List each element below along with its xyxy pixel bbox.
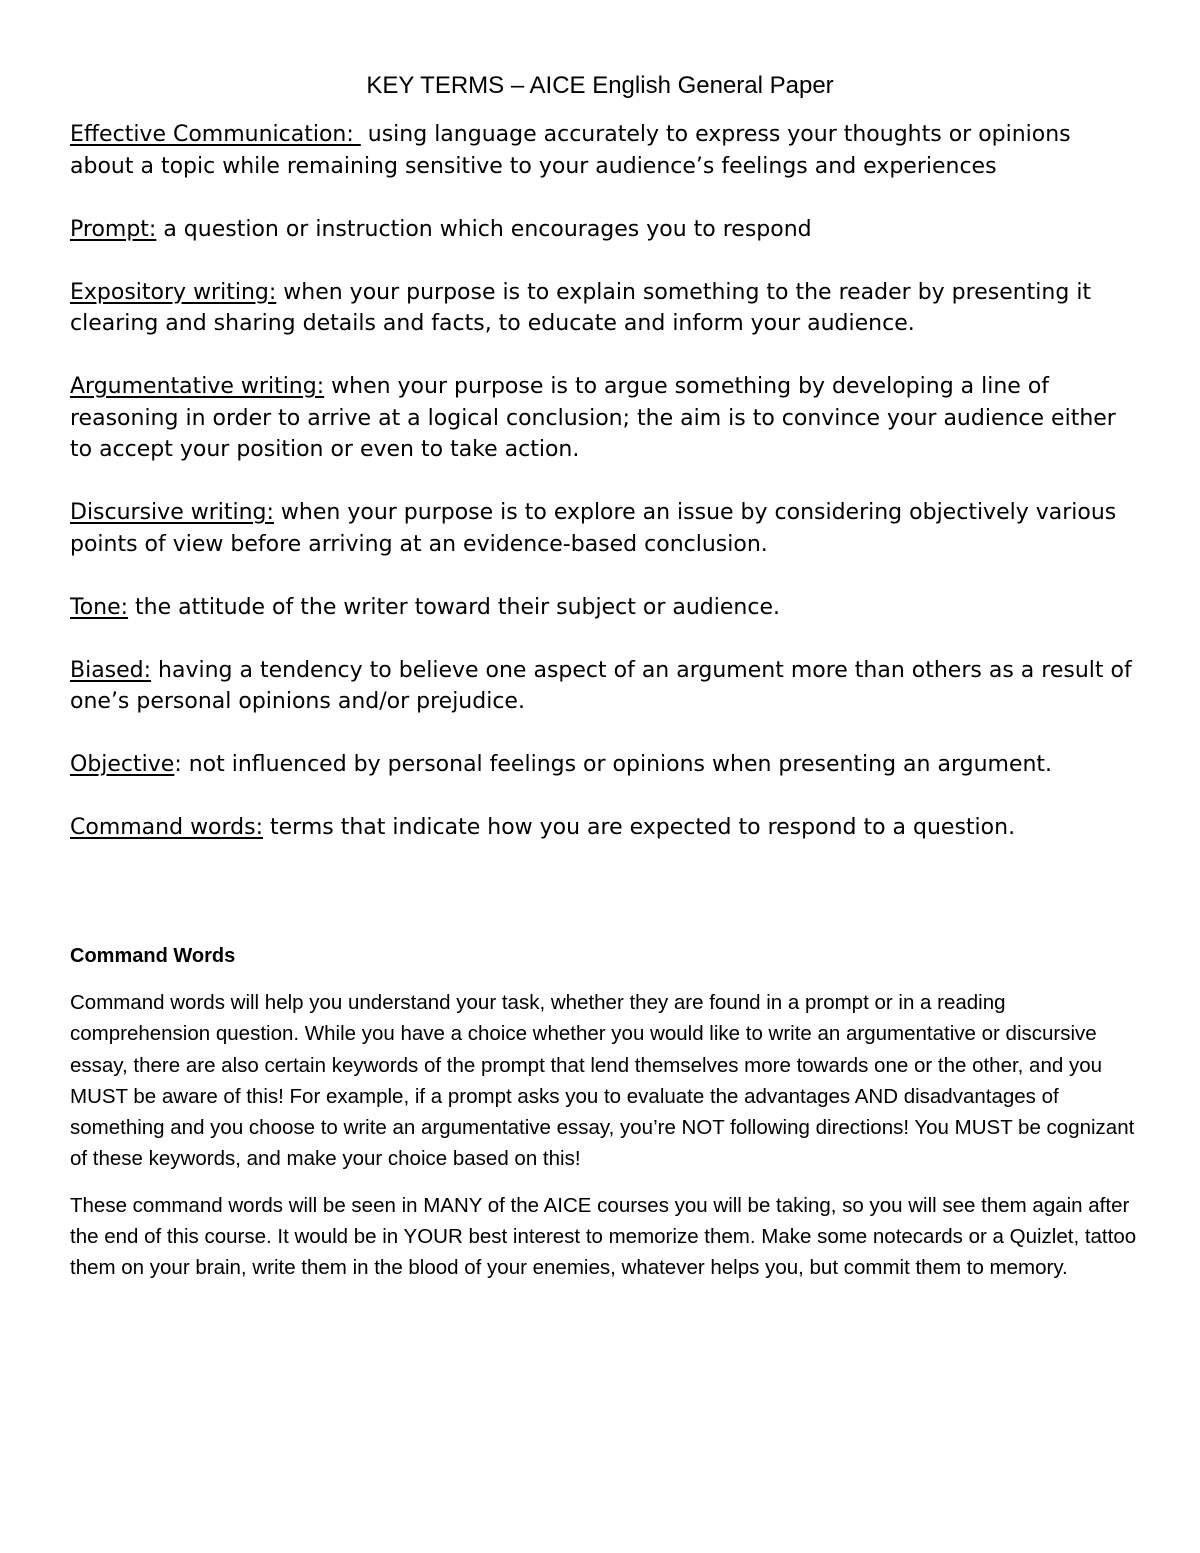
term-biased bbox=[70, 655, 1140, 718]
term-prompt bbox=[70, 214, 1140, 246]
term-argumentative-writing bbox=[70, 371, 1140, 466]
term-label: Discursive writing: bbox=[70, 500, 274, 525]
term-label: Effective Communication: bbox=[70, 122, 361, 147]
term-label: Prompt: bbox=[70, 216, 157, 242]
term-effective-communication bbox=[70, 119, 1140, 182]
term-definition: : not influenced by personal feelings or opinions when presenting an argument. bbox=[174, 752, 1053, 777]
term-label: Biased: bbox=[70, 657, 152, 683]
term-command-words bbox=[70, 812, 1140, 844]
term-label: Objective bbox=[70, 752, 175, 777]
command-words-paragraph: These command words will be seen in MANY of the AICE courses you will be taking, so you will see them again after the end of this course. It would be in YOUR best interest to memorize them. Make some notecards or a Quizlet, tattoo them on your brain, write them in the blood of your enemies, whatever helps you, but commit them to memory. bbox=[70, 1193, 1137, 1280]
term-tone bbox=[70, 592, 1140, 624]
command-words-heading: Command Words bbox=[70, 945, 236, 967]
command-words-paragraph: Command words will help you understand your task, whether they are found in a prompt or in a reading comprehension question. While you have a choice whether you would like to write an argumentative or discursive essay, there are also certain keywords of the prompt that lend themselves more towards one or the other, and you MUST be aware of this! For example, if a prompt asks you to evaluate the advantages AND disadvantages of something and you choose to write an argumentative essay, you’re NOT following directions! You MUST be cognizant of these keywords, and make your choice based on this! bbox=[70, 991, 1135, 1171]
document-title: KEY TERMS – AICE English General Paper bbox=[366, 72, 834, 99]
term-expository-writing bbox=[70, 277, 1140, 340]
term-label: Command words: bbox=[70, 815, 264, 840]
term-objective bbox=[70, 749, 1140, 781]
term-definition: the attitude of the writer toward their subject or audience. bbox=[128, 594, 780, 620]
term-definition: when your purpose is to explain something to the reader by presenting it clearing and sharing details and facts, to educate and inform your audience. bbox=[70, 279, 1099, 336]
term-definition: having a tendency to believe one aspect of an argument more than others as a result of one’s personal opinions and/or prejudice. bbox=[70, 657, 1139, 714]
term-label: Expository writing: bbox=[70, 279, 277, 305]
term-definition: using language accurately to express your thoughts or opinions about a topic while remaining sensitive to your audience’s feelings and experiences bbox=[70, 122, 1078, 179]
term-label: Argumentative writing: bbox=[70, 374, 325, 399]
command-words-body bbox=[70, 987, 1140, 1299]
term-label: Tone: bbox=[70, 594, 129, 620]
term-discursive-writing bbox=[70, 497, 1140, 560]
term-definition: a question or instruction which encourages you to respond bbox=[156, 216, 812, 242]
key-terms-list bbox=[70, 119, 1140, 875]
term-definition: when your purpose is to argue something by developing a line of reasoning in order to arrive at a logical conclusion; the aim is to convince your audience either to accept your position or even to take action. bbox=[70, 374, 1123, 462]
term-definition: terms that indicate how you are expected to respond to a question. bbox=[263, 815, 1016, 840]
term-definition: when your purpose is to explore an issue by considering objectively various points of view before arriving at an evidence-based conclusion. bbox=[70, 500, 1124, 557]
